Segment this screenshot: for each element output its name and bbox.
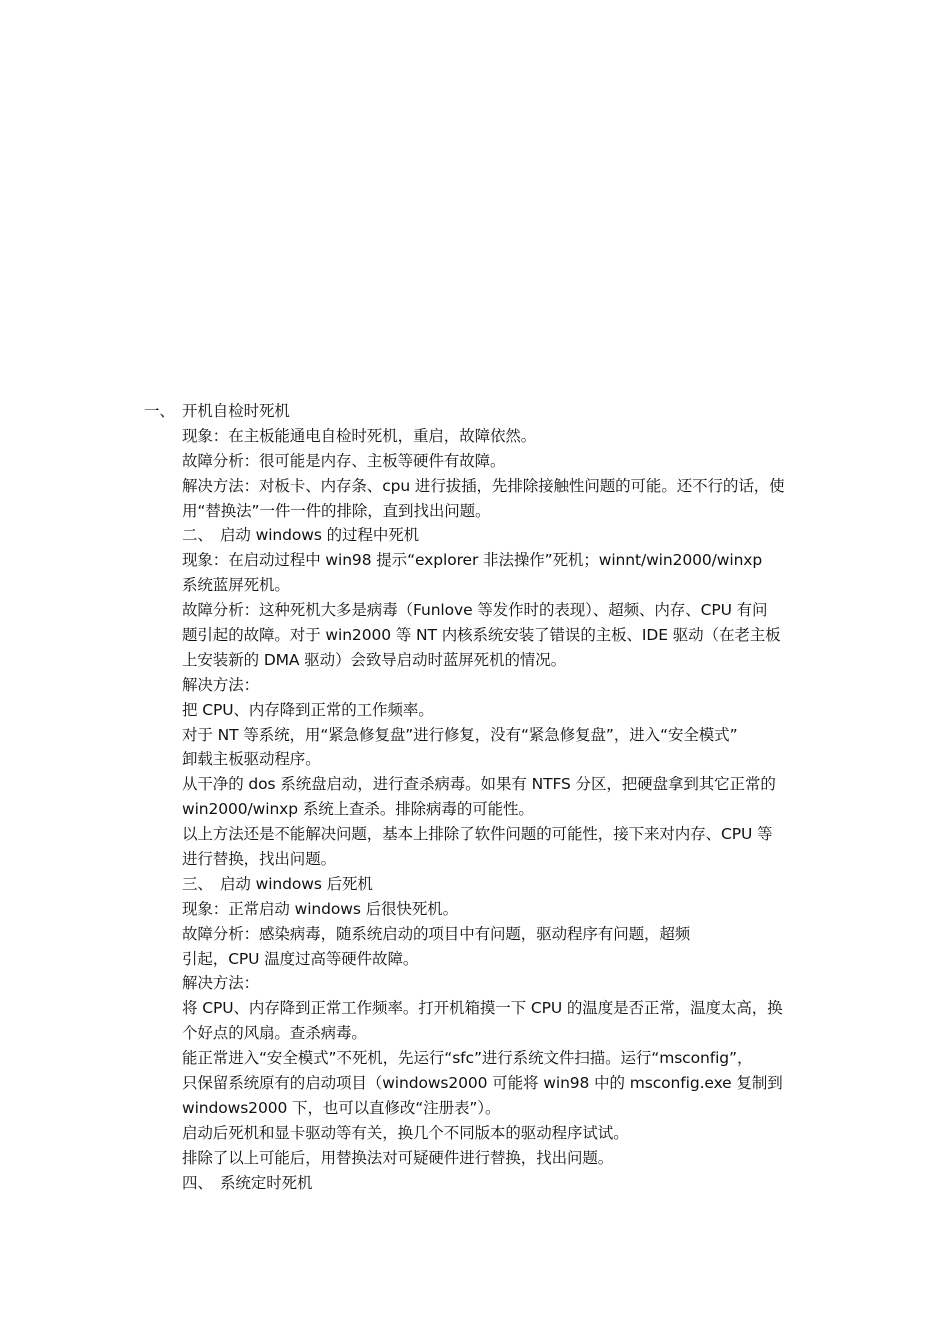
section-number: 一、 — [144, 402, 175, 420]
body-line: 解决方法： — [182, 974, 260, 993]
body-line: 引起，CPU 温度过高等硬件故障。 — [182, 949, 419, 968]
body-line: 对于 NT 等系统，用“紧急修复盘”进行修复，没有“紧急修复盘”，进入“安全模式” — [182, 725, 738, 744]
body-line: 个好点的风扇。查杀病毒。 — [182, 1024, 367, 1043]
body-line: 只保留系统原有的启动项目（windows2000 可能将 win98 中的 msconfig.exe 复制到 — [182, 1074, 783, 1093]
body-line: 排除了以上可能后，用替换法对可疑硬件进行替换，找出问题。 — [182, 1148, 614, 1167]
body-line: 系统蓝屏死机。 — [182, 576, 290, 595]
body-line: 现象：在启动过程中 win98 提示“explorer 非法操作”死机；winnt/win2000/winxp — [182, 551, 763, 570]
section-title: 启动 windows 的过程中死机 — [220, 526, 420, 545]
body-line: 现象：正常启动 windows 后很快死机。 — [182, 899, 459, 918]
body-line: 解决方法：对板卡、内存条、cpu 进行拔插，先排除接触性问题的可能。还不行的话，使 — [182, 476, 785, 495]
body-line: 故障分析：感染病毒，随系统启动的项目中有问题，驱动程序有问题，超频 — [182, 924, 691, 943]
body-line: 故障分析：这种死机大多是病毒（Funlove 等发作时的表现）、超频、内存、CPU 有问 — [182, 601, 768, 620]
body-line: 用“替换法”一件一件的排除，直到找出问题。 — [182, 501, 491, 520]
section-number: 四、 — [182, 1173, 213, 1192]
body-line: 上安装新的 DMA 驱动）会致导启动时蓝屏死机的情况。 — [182, 650, 567, 669]
section-heading — [182, 1171, 808, 1196]
section-heading — [182, 872, 808, 897]
section-title: 开机自检时死机 — [182, 402, 290, 420]
body-line: 从干净的 dos 系统盘启动，进行查杀病毒。如果有 NTFS 分区，把硬盘拿到其它正常的 — [182, 775, 776, 794]
body-line: 以上方法还是不能解决问题，基本上排除了软件问题的可能性，接下来对内存、CPU 等 — [182, 825, 773, 844]
body-line: 现象：在主板能通电自检时死机，重启，故障依然。 — [182, 426, 537, 445]
body-line: 解决方法： — [182, 675, 260, 694]
document-body — [144, 399, 808, 1196]
section-title: 系统定时死机 — [220, 1173, 313, 1192]
body-line: 进行替换，找出问题。 — [182, 850, 337, 869]
body-line: 能正常进入“安全模式”不死机，先运行“sfc”进行系统文件扫描。运行“msconfig”， — [182, 1049, 753, 1068]
body-line: 启动后死机和显卡驱动等有关，换几个不同版本的驱动程序试试。 — [182, 1123, 629, 1142]
body-line: 题引起的故障。对于 win2000 等 NT 内核系统安装了错误的主板、IDE 驱动（在老主板 — [182, 626, 781, 645]
section-heading — [182, 523, 808, 548]
body-line: windows2000 下，也可以直修改“注册表”）。 — [182, 1098, 501, 1117]
body-line: win2000/winxp 系统上查杀。排除病毒的可能性。 — [182, 800, 534, 819]
section-number: 三、 — [182, 874, 213, 893]
body-line: 把 CPU、内存降到正常的工作频率。 — [182, 700, 434, 719]
body-line: 将 CPU、内存降到正常工作频率。打开机箱摸一下 CPU 的温度是否正常，温度太高，换 — [182, 999, 783, 1018]
body-line: 故障分析：很可能是内存、主板等硬件有故障。 — [182, 451, 506, 470]
section-title: 启动 windows 后死机 — [220, 874, 373, 893]
section-number: 二、 — [182, 526, 213, 545]
section-heading — [144, 399, 808, 424]
body-line: 卸载主板驱动程序。 — [182, 750, 321, 769]
